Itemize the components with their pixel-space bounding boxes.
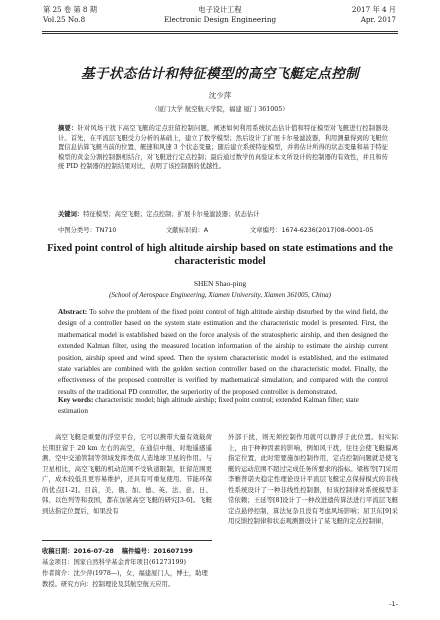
issue-date-en: Apr. 2017 xyxy=(360,15,396,24)
header-rule-top xyxy=(42,31,398,32)
body-column-right xyxy=(228,432,398,582)
affiliation-en: (School of Aerospace Engineering, Xiamen University, Xiamen 361005, China) xyxy=(109,291,331,299)
author-en: SHEN Shao-ping xyxy=(193,279,247,288)
abstract-zh-text: 针对风场干扰下高空飞艇的定点驻留控制问题，阐述如何利用系统状态估计值和特征模型对飞艇进行控制器设计。首先，在平流层飞艇受力分析的基础上，建立了数学模型；然后设计了扩展卡尔曼滤波器，利用测量得到的飞艇位置信息估算飞艇当前的位置、艇速和风速 3 个状态变量；随后建立系统特征模型，并将估计所得的状态变量和基于特征模型的黄金分割控制器相结合，对飞艇进行定点控制；最后通过数学仿真验证本文所设计的控制器的有效性，并且和传统 PID 控制器的控制结果对比，表明了该控制器的优越性。 xyxy=(58,125,389,170)
keywords-zh xyxy=(58,210,388,220)
abstract-en-text: To solve the problem of the fixed point control of high altitude airship disturbed by the wind field, the design of a controller based on the system state estimation and the characteristic model is presented. First, the mathematical model is established based on the force analysis of the stratospheric airship, and then designed the extended Kalman filter, using the measured location information of the airship to estimate the airship current position, airship speed and wind speed. Then the system characteristic model is established, and the estimated state variables are combined with the golden section controller based on the characteristic model. Finally, the effectiveness of the proposed controller is verified by mathematical simulation, and compared with the control results of the traditional PD controller, the superiority of the proposed controller is demonstrated. xyxy=(58,308,389,396)
author-bio: 作者简介：沈少萍(1978—)，女，福建厦门人，博士，助理教授。研究方向：控制理论及其航空航天应用。 xyxy=(42,570,208,588)
keywords-en-label: Key words: xyxy=(58,396,94,404)
issue-date-zh: 2017 年 4 月 xyxy=(351,5,396,14)
fund-project: 基金项目：国家自然科学基金青年项目(61273199) xyxy=(42,559,187,566)
paper-title-en: Fixed point control of high altitude airship based on state estimations and the characteristic model xyxy=(47,243,393,267)
paper-title-zh: 基于状态估计和特征模型的高空飞艇定点控制 xyxy=(81,66,359,82)
abstract-zh-label: 摘要： xyxy=(58,125,78,132)
document-code: 文献标识码：A xyxy=(166,227,209,234)
journal-name-en: Electronic Design Engineering xyxy=(163,15,277,24)
author-zh: 沈少萍 xyxy=(208,91,232,100)
body-column-left xyxy=(42,432,212,532)
footnotes xyxy=(42,546,214,590)
abstract-en xyxy=(58,307,388,398)
abstract-zh xyxy=(58,124,388,172)
body-left-text: 高空飞艇是重要的浮空平台，它可以携带大量有效载荷长期驻留于 20 km 左右的高空，在通信中继、对地遥感遥测、空中交通管制等领域发挥类似人造地球卫星的作用。与卫星相比，高空飞艇的机动范围不受轨道限制，驻留范围更广，成本较低且更容易维护，还具有可重复使用、节能环保的优点[1-2]。目前，美、俄、加、德、英、法、意、日、韩、以色列等和我国，都在加紧高空飞艇的研究[3-6]。飞艇到达指定位置后，如果没有 xyxy=(42,433,212,515)
keywords-zh-label: 关键词： xyxy=(58,211,84,218)
footnote-rule xyxy=(42,540,212,541)
affiliation-zh: （厦门大学 航空航天学院，福建 厦门 361005） xyxy=(151,106,289,113)
abstract-en-label: Abstract: xyxy=(58,308,88,316)
volume-en: Vol.25 No.8 xyxy=(43,15,86,24)
running-header xyxy=(0,5,440,31)
clc-number: 中图分类号：TN710 xyxy=(58,227,117,234)
article-number: 文章编号：1674-6236(2017)08-0001-05 xyxy=(250,227,374,234)
keywords-en-text: characteristic model; high altitude airship; fixed point control; extended Kalman filter; state estimation xyxy=(58,396,359,416)
volume-zh: 第 25 卷 第 8 期 xyxy=(43,5,97,14)
journal-name-zh: 电子设计工程 xyxy=(198,5,242,14)
footnote-dates xyxy=(42,546,214,557)
body-right-text: 外部干扰，则无须控制作用就可以静浮于此位置。但实际上，由于种种因素的影响，例如风干扰，往往会使飞艇偏离指定位置，此时需要施加控制作用，定点控制问题就是使飞艇的运动范围不超过完成任务所要求的指标。梁栋等[7]采用李雅普诺夫稳定性理论设计平流层飞艇定点保持模式的非线性系统设计了一种非线性控制器，但该控制律对系统模型非常依赖；王延等[8]设计了一种改进遗传算法进行平流层飞艇定点悬停控制，算法复杂且没有考虑风场影响；屈卫东[9]采用反馈控制律和状态观测器设计了某飞艇的定点控制律， xyxy=(228,433,398,525)
page-number: -1- xyxy=(389,600,398,608)
keywords-en xyxy=(58,395,388,418)
keywords-zh-text: 特征模型；高空飞艇；定点控制；扩展卡尔曼滤波器；状态估计 xyxy=(83,211,260,218)
header-rule-bottom xyxy=(42,33,398,34)
received-date: 收稿日期：2016-07-28 xyxy=(42,548,114,555)
manuscript-number: 稿件编号：201607199 xyxy=(121,548,193,555)
